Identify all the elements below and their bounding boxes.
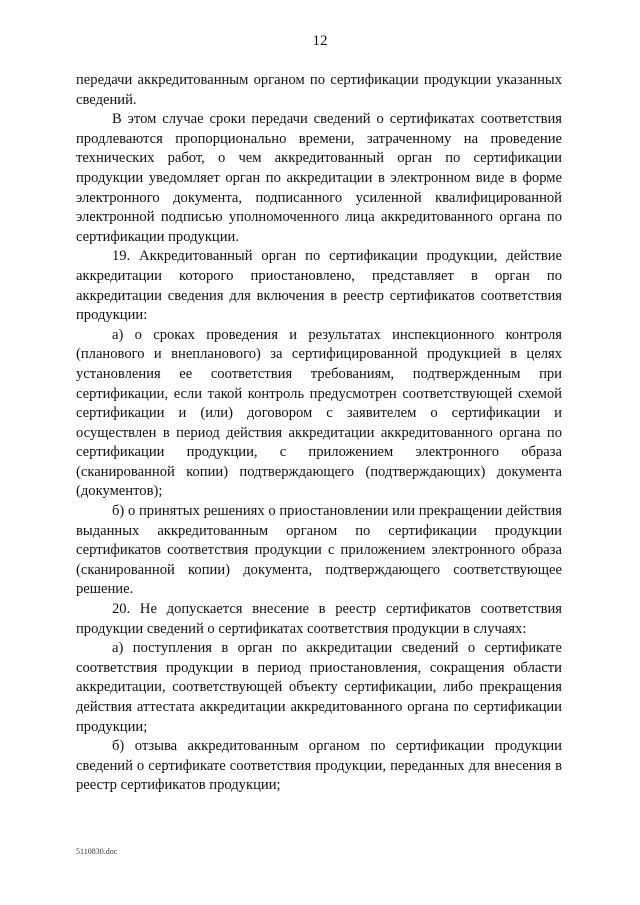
- footer-file-code: 5110830.doc: [76, 847, 118, 856]
- paragraph-clause-19-b: б) о принятых решениях о приостановлении или прекращении действия выданных аккредитованным органом по сертификации продукции сертификатов соответствия продукции с приложением электронного образа (сканированной копии) документа, подтверждающего соответствующее решение.: [76, 503, 562, 598]
- document-body: [76, 71, 562, 796]
- paragraph-continuation: передачи аккредитованным органом по сертификации продукции указанных сведений.: [76, 72, 562, 108]
- paragraph-clause-20: 20. Не допускается внесение в реестр сертификатов соответствия продукции сведений о сертификатах соответствия продукции в случаях:: [76, 601, 562, 637]
- paragraph-clause-20-a: а) поступления в орган по аккредитации сведений о сертификате соответствия продукции в период приостановления, сокращения области аккредитации, соответствующей объекту сертификации, либо прекращения действия аттестата аккредитации аккредитованного органа по сертификации продукции;: [76, 640, 562, 735]
- paragraph-deadline-extension: В этом случае сроки передачи сведений о сертификатах соответствия продлеваются пропорционально времени, затраченному на проведение технических работ, о чем аккредитованный орган по сертификации продукции уведомляет орган по аккредитации в электронном виде в форме электронного документа, подписанного усиленной квалифицированной электронной подписью уполномоченного лица аккредитованного органа по сертификации продукции.: [76, 111, 562, 245]
- paragraph-clause-20-b: б) отзыва аккредитованным органом по сертификации продукции сведений о сертификате соответствия продукции, переданных для внесения в реестр сертификатов продукции;: [76, 738, 562, 794]
- paragraph-clause-19-a: а) о сроках проведения и результатах инспекционного контроля (планового и внепланового) за сертифицированной продукцией в целях установления ее соответствия требованиям, подтвержденным при сертификации, если такой контроль предусмотрен соответствующей схемой сертификации и (или) договором с заявителем о сертификации и осуществлен в период действия аккредитации аккредитованного органа по сертификации продукции, с приложением электронного образа (сканированной копии) подтверждающего (подтверждающих) документа (документов);: [76, 326, 562, 500]
- page-number: 12: [312, 33, 328, 49]
- paragraph-clause-19: 19. Аккредитованный орган по сертификации продукции, действие аккредитации которого приостановлено, представляет в орган по аккредитации сведения для включения в реестр сертификатов соответствия продукции:: [76, 248, 562, 324]
